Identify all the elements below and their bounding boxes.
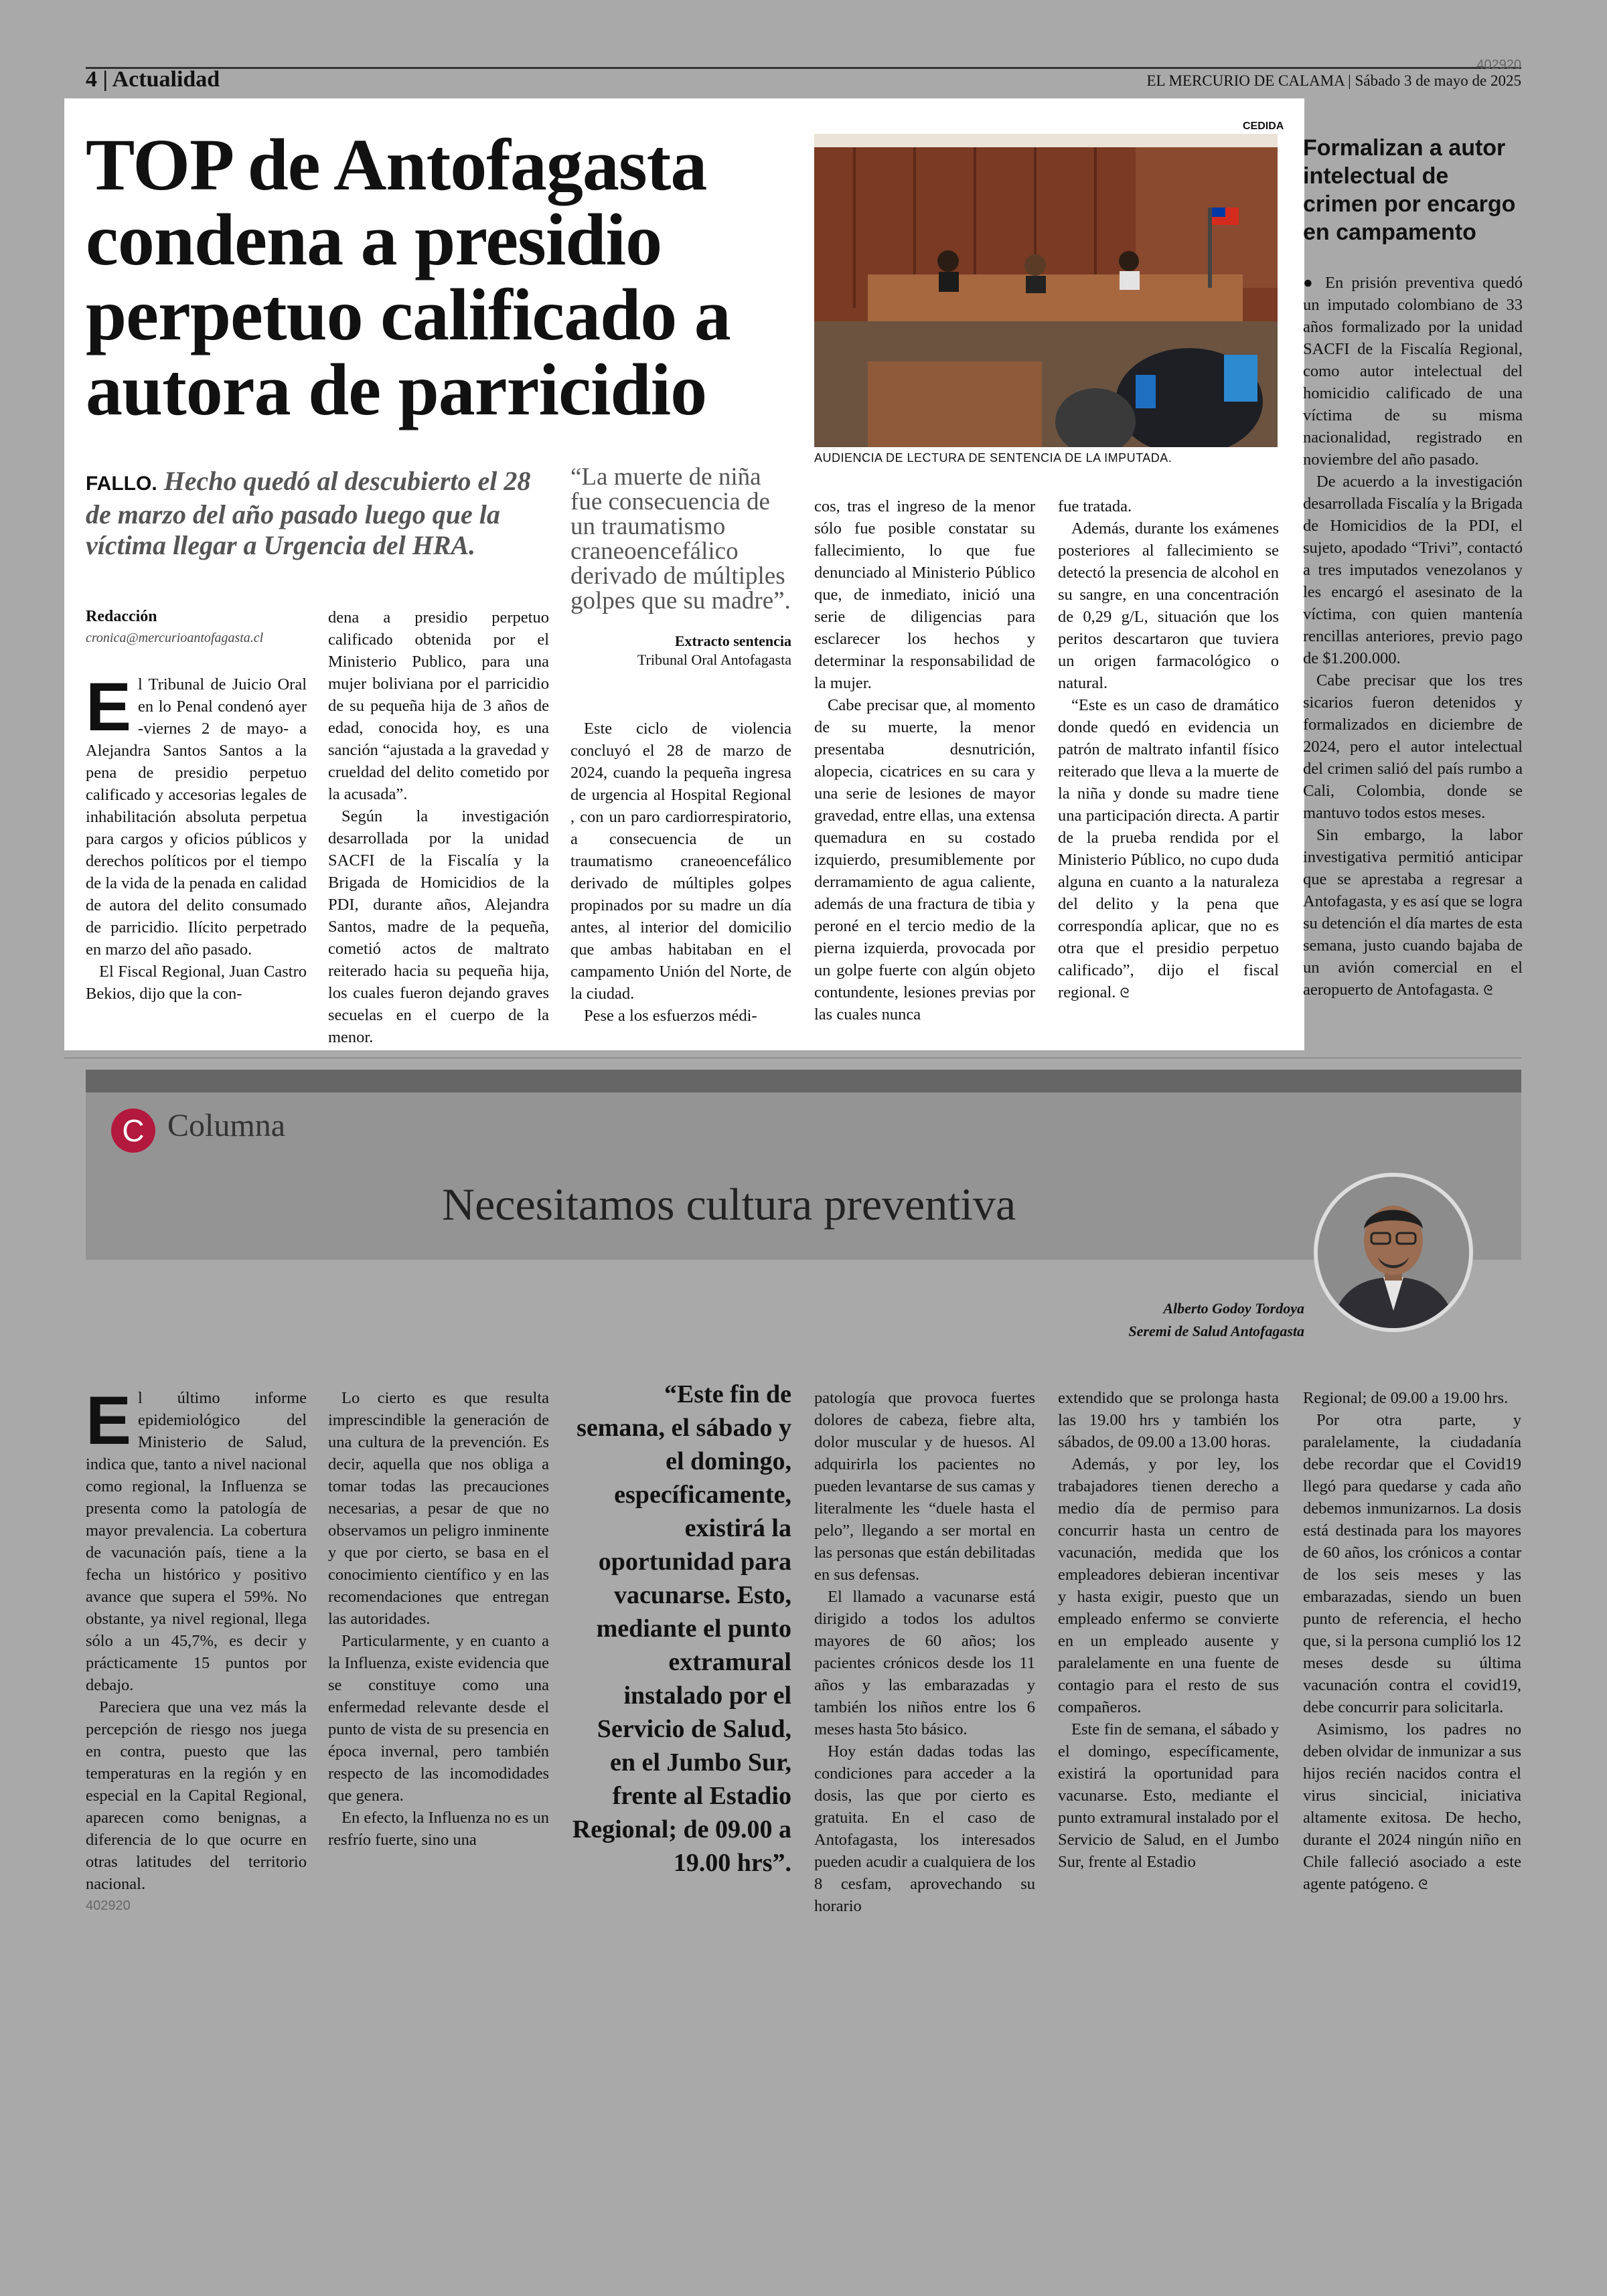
article-col2-p1: dena a presidio perpetuo calificado obtenida por el Ministerio Publico, para una mujer boliviana por el parricidio de su pequeña hija de 3 años de edad, conocida hoy, es una sanción “ajustada a la gravedad y crueldad del delito cometido por la acusada”. [328, 608, 549, 803]
column-col6-p2: Por otra parte, y paralelamente, la ciudadanía debe recordar que el Covid19 llegó para quedarse y cada año debemos inmunizarnos. La dosis está destinada para los mayores de 60 años, los crónicos a contar de los seis meses y las embarazadas, siendo un buen punto de referencia, el hecho que, si la persona cumplió los 12 meses desde su última vacunación contra el covid19, debe concurrir para solicitarla. [1303, 1411, 1521, 1716]
article-quote: “La muerte de niña fue consecuencia de un traumatismo craneoencefálico derivado de múltiples golpes que su madre”. [570, 463, 791, 614]
column-col4-p2: El llamado a vacunarse está dirigido a todos los adultos mayores de 60 años; los pacientes crónicos desde los 11 años y las embarazadas y también los niños entre los 6 meses hasta 5to básico. [814, 1588, 1035, 1738]
column-col2-p3: En efecto, la Influenza no es un resfrío fuerte, sino una [328, 1809, 549, 1849]
section-label: 4 | Actualidad [86, 67, 220, 92]
column-col4-p1: patología que provoca fuertes dolores de cabeza, fiebre alta, dolor muscular y de huesos. Al adquirirla los pacientes no pueden levantarse de sus camas y literalmente les “duele hasta el pelo”, llegando a ser mortal en las personas que están debilitadas en sus defensas. [814, 1389, 1035, 1584]
sidebar-p4 [1303, 824, 1523, 1002]
quote-source [570, 632, 791, 669]
end-mark-icon: ᘓ [1120, 986, 1130, 1001]
sidebar-p3: Cabe precisar que los tres sicarios fueron detenidos y formalizados en diciembre de 2024, pero el autor intelectual del crimen salió del país rumbo a Cali, Colombia, donde se mantuvo todos estos meses. [1303, 671, 1523, 822]
column-pullquote: “Este fin de semana, el sábado y el domingo, específicamente, existirá la oportunidad para vacunarse. Esto, mediante el punto extramural instalado por el Servicio de Salud, en el Jumbo Sur, frente al Estadio Regional; de 09.00 a 19.00 hrs”. [572, 1380, 791, 1877]
article-dropcap: E [86, 669, 132, 745]
sidebar-body [1303, 272, 1523, 1002]
bullet-icon: ● [1303, 274, 1317, 292]
column-text-5 [1058, 1387, 1279, 1873]
article-email: cronica@mercurioantofagasta.cl [86, 631, 264, 645]
article-col5-p3-text: “Este es un caso de dramático donde quedó en evidencia un patrón de maltrato infantil físico reiterado que lleva a la muerte de la niña y donde su madre tiene una participación directa. A partir de la prueba rendida por el Ministerio Público, no cupo duda alguna en cuanto a la naturaleza del delito y la pena que correspondía aplicar, que no es otra que el presidio perpetuo calificado”, dijo el fiscal regional. [1058, 696, 1279, 1001]
end-mark-icon: ᘓ [1483, 983, 1493, 998]
author-portrait [1314, 1173, 1473, 1332]
article-author: Redacción [86, 608, 157, 625]
column-col6-p3 [1303, 1718, 1521, 1896]
article-col3-p2: Pese a los esfuerzos médi- [584, 1007, 757, 1025]
end-mark-icon: ᘓ [1418, 1878, 1428, 1892]
column-title: Necesitamos cultura preventiva [442, 1179, 1016, 1230]
column-col6-p1: Regional; de 09.00 a 19.00 hrs. [1303, 1389, 1509, 1407]
sidebar-p2: De acuerdo a la investigación desarrollada Fiscalía y la Brigada de Homicidios de la PDI, el sujeto, apodado “Trivi”, contactó a tres imputados venezolanos y les encargó el asesinato de la víctima, con quien mantenía rencillas anteriores, previo pago de $1.200.000. [1303, 473, 1523, 667]
clip-id-top: 402920 [1476, 58, 1521, 72]
column-col2-p1: Lo cierto es que resulta imprescindible la generación de una cultura de la prevención. Es decir, aquella que nos obliga a tomar todas las precauciones necesarias, a pesar de que no observamos un peligro inminente y que por cierto, se basa en el conocimiento científico y en las recomendaciones que entregan las autoridades. [328, 1389, 549, 1628]
column-author: Alberto Godoy Tordoya [1163, 1300, 1304, 1317]
column-logo-icon: C [111, 1109, 155, 1153]
article-subheadline [86, 466, 554, 561]
article-col1-p2: El Fiscal Regional, Juan Castro Bekios, dijo que la con- [86, 963, 307, 1003]
photo-credit: CEDIDA [1243, 120, 1284, 132]
article-col5-p2: Además, durante los exámenes posteriores al fallecimiento se detectó la presencia de alcohol en su sangre, en una concentración de 0,29 g/L, situación que los peritos descartaron que tuviera un origen farmacológico o natural. [1058, 519, 1279, 692]
column-dropcap: E [86, 1382, 132, 1459]
photo-caption: AUDIENCIA DE LECTURA DE SENTENCIA DE LA IMPUTADA. [814, 451, 1172, 465]
sidebar-headline: Formalizan a autor intelectual de crimen por encargo en campamento [1303, 135, 1516, 245]
column-text-2 [328, 1387, 549, 1851]
column-banner [86, 1092, 1521, 1260]
column-text-1 [86, 1382, 307, 1895]
article-column-3 [570, 718, 791, 1027]
column-col4-p3: Hoy están dadas todas las condiciones para acceder a la dosis, las que por cierto es gratuita. En el caso de Antofagasta, los interesados pueden acudir a cualquiera de los 8 cesfam, aprovechando su horario [814, 1742, 1035, 1915]
column-byline [870, 1297, 1304, 1343]
article-col1-p1: l Tribunal de Juicio Oral en lo Penal condenó ayer -viernes 2 de mayo- a Alejandra Santos Santos a la pena de presidio perpetuo calificado y accesorias legales de inhabilitación absoluta perpetua para cargos y oficios públicos y derechos políticos por el tiempo de la vida de la penada en calidad de autora del delito consumado de parricidio. Ilícito perpetrado en marzo del año pasado. [86, 675, 307, 959]
courtroom-photo [814, 134, 1278, 447]
article-headline: TOP de Antofagasta condena a presidio perpetuo calificado a autora de parricidio [86, 124, 731, 430]
header-rule [86, 67, 1521, 69]
clip-id-bottom: 402920 [86, 1898, 131, 1913]
column-col1-p1: l último informe epidemiológico del Ministerio de Salud, indica que, tanto a nivel nacional como regional, la Influenza se presenta como la patología de mayor prevalencia. La cobertura de vacunación país, tiene a la fecha un histórico y positivo avance que supera el 59%. No obstante, ya nivel regional, llega sólo a un 45,7%, es decir y prácticamente 15 puntos por debajo. [86, 1389, 307, 1694]
sidebar-p1-text: En prisión preventiva quedó un imputado colombiano de 33 años formalizado por la unidad SACFI de la Fiscalía Regional, como autor intelectual del homicidio calificado de una víctima de su misma nacionalidad, registrado en noviembre del año pasado. [1303, 274, 1523, 469]
newspaper-date: EL MERCURIO DE CALAMA | Sábado 3 de mayo de 2025 [1146, 72, 1521, 89]
quote-source-org: Tribunal Oral Antofagasta [637, 651, 791, 668]
section-name: Actualidad [112, 67, 220, 92]
article-col4-p1: cos, tras el ingreso de la menor sólo fue posible constatar su fallecimiento, lo que fue denunciado al Ministerio Público que, de inmediato, inició una serie de diligencias para esclarecer los hechos y determinar la responsabilidad de la mujer. [814, 497, 1035, 692]
article-kicker: FALLO. [86, 473, 157, 495]
column-col5-p3: Este fin de semana, el sábado y el domingo, específicamente, existirá la oportunidad para vacunarse. Esto, mediante el punto extramural instalado por el Servicio de Salud, en el Jumbo Sur, frente al Estadio [1058, 1720, 1279, 1871]
article-column-4 [814, 495, 1035, 1026]
article-col5-p1: fue tratada. [1058, 497, 1132, 515]
subheadline-text: Hecho quedó al descubierto el 28 de marzo del año pasado luego que la víctima llegar a Urgencia del HRA. [86, 466, 531, 560]
article-column-2 [328, 606, 549, 1048]
column-col2-p2: Particularmente, y en cuanto a la Influenza, existe evidencia que se constituye como una enfermedad relevante desde el punto de vista de su presencia en época invernal, pero también respecto de las incomodidades que genera. [328, 1632, 549, 1805]
article-column-5 [1058, 495, 1279, 1005]
column-top-band [86, 1070, 1521, 1092]
column-author-role: Seremi de Salud Antofagasta [1128, 1323, 1304, 1339]
article-col3-p1: Este ciclo de violencia concluyó el 28 de marzo de 2024, cuando la pequeña ingresa de urgencia al Hospital Regional , con un paro cardiorrespiratorio, a consecuencia de un traumatismo craneoencefálico derivado de múltiples golpes propinados por su madre un día antes, al interior del domicilio que ambas habitaban en el campamento Unión del Norte, de la ciudad. [570, 720, 791, 1003]
column-col1-p2: Pareciera que una vez más la percepción de riesgo nos juega en contra, puesto que las temperaturas en la región y en especial en la Capital Regional, aparecen como benignas, a diferencia de lo que ocurre en otras latitudes del territorio nacional. [86, 1698, 307, 1893]
column-col6-p3-text: Asimismo, los padres no deben olvidar de inmunizar a sus hijos recién nacidos contra el virus sincicial, iniciativa altamente exitosa. De hecho, durante el 2024 ningún niño en Chile falleció asociado a este agente patógeno. [1303, 1720, 1521, 1893]
article-col2-p2: Según la investigación desarrollada por la unidad SACFI de la Fiscalía y la Brigada de Homicidios de la PDI, durante años, Alejandra Santos, madre de la pequeña, cometió actos de maltrato reiterado hacia su pequeña hija, los cuales fueron dejando graves secuelas en el cuerpo de la menor. [328, 807, 549, 1046]
article-col5-p3 [1058, 694, 1279, 1005]
column-col5-p2: Además, y por ley, los trabajadores tienen derecho a medio día de permiso para concurrir hasta un centro de vacunación, medida que los empleadores debieran incentivar y hasta exigir, puesto que un empleado enfermo se convierte en un empleado ausente y paralelamente en una fuente de contagio para el resto de sus compañeros. [1058, 1455, 1279, 1716]
column-text-6 [1303, 1387, 1521, 1896]
column-col5-p1: extendido que se prolonga hasta las 19.00 hrs y también los sábados, de 09.00 a 13.00 horas. [1058, 1389, 1279, 1451]
column-text-4 [814, 1387, 1035, 1917]
sidebar-p1 [1303, 272, 1523, 471]
page-number: 4 [86, 67, 97, 92]
quote-source-title: Extracto sentencia [674, 633, 791, 649]
sidebar-p4-text: Sin embargo, la labor investigativa permitió anticipar que se aprestaba a regresar a Antofagasta, y es así que se logra su detención el día martes de esta semana, justo cuando bajaba de un avión comercial en el aeropuerto de Antofagasta. [1303, 826, 1523, 999]
article-col4-p2: Cabe precisar que, al momento de su muerte, la menor presentaba desnutrición, alopecia, cicatrices en su cara y una serie de lesiones de mayor gravedad, entre ellas, una extensa quemadura en su costado izquierdo, presumiblemente por derramamiento de agua caliente, además de una fractura de tibia y peroné en el tercio medio de la pierna izquierda, provocada por un golpe fuerte con algún objeto contundente, lesiones previas por las cuales nunca [814, 696, 1035, 1023]
article-column-1 [86, 669, 307, 1005]
column-label: Columna [167, 1108, 285, 1143]
